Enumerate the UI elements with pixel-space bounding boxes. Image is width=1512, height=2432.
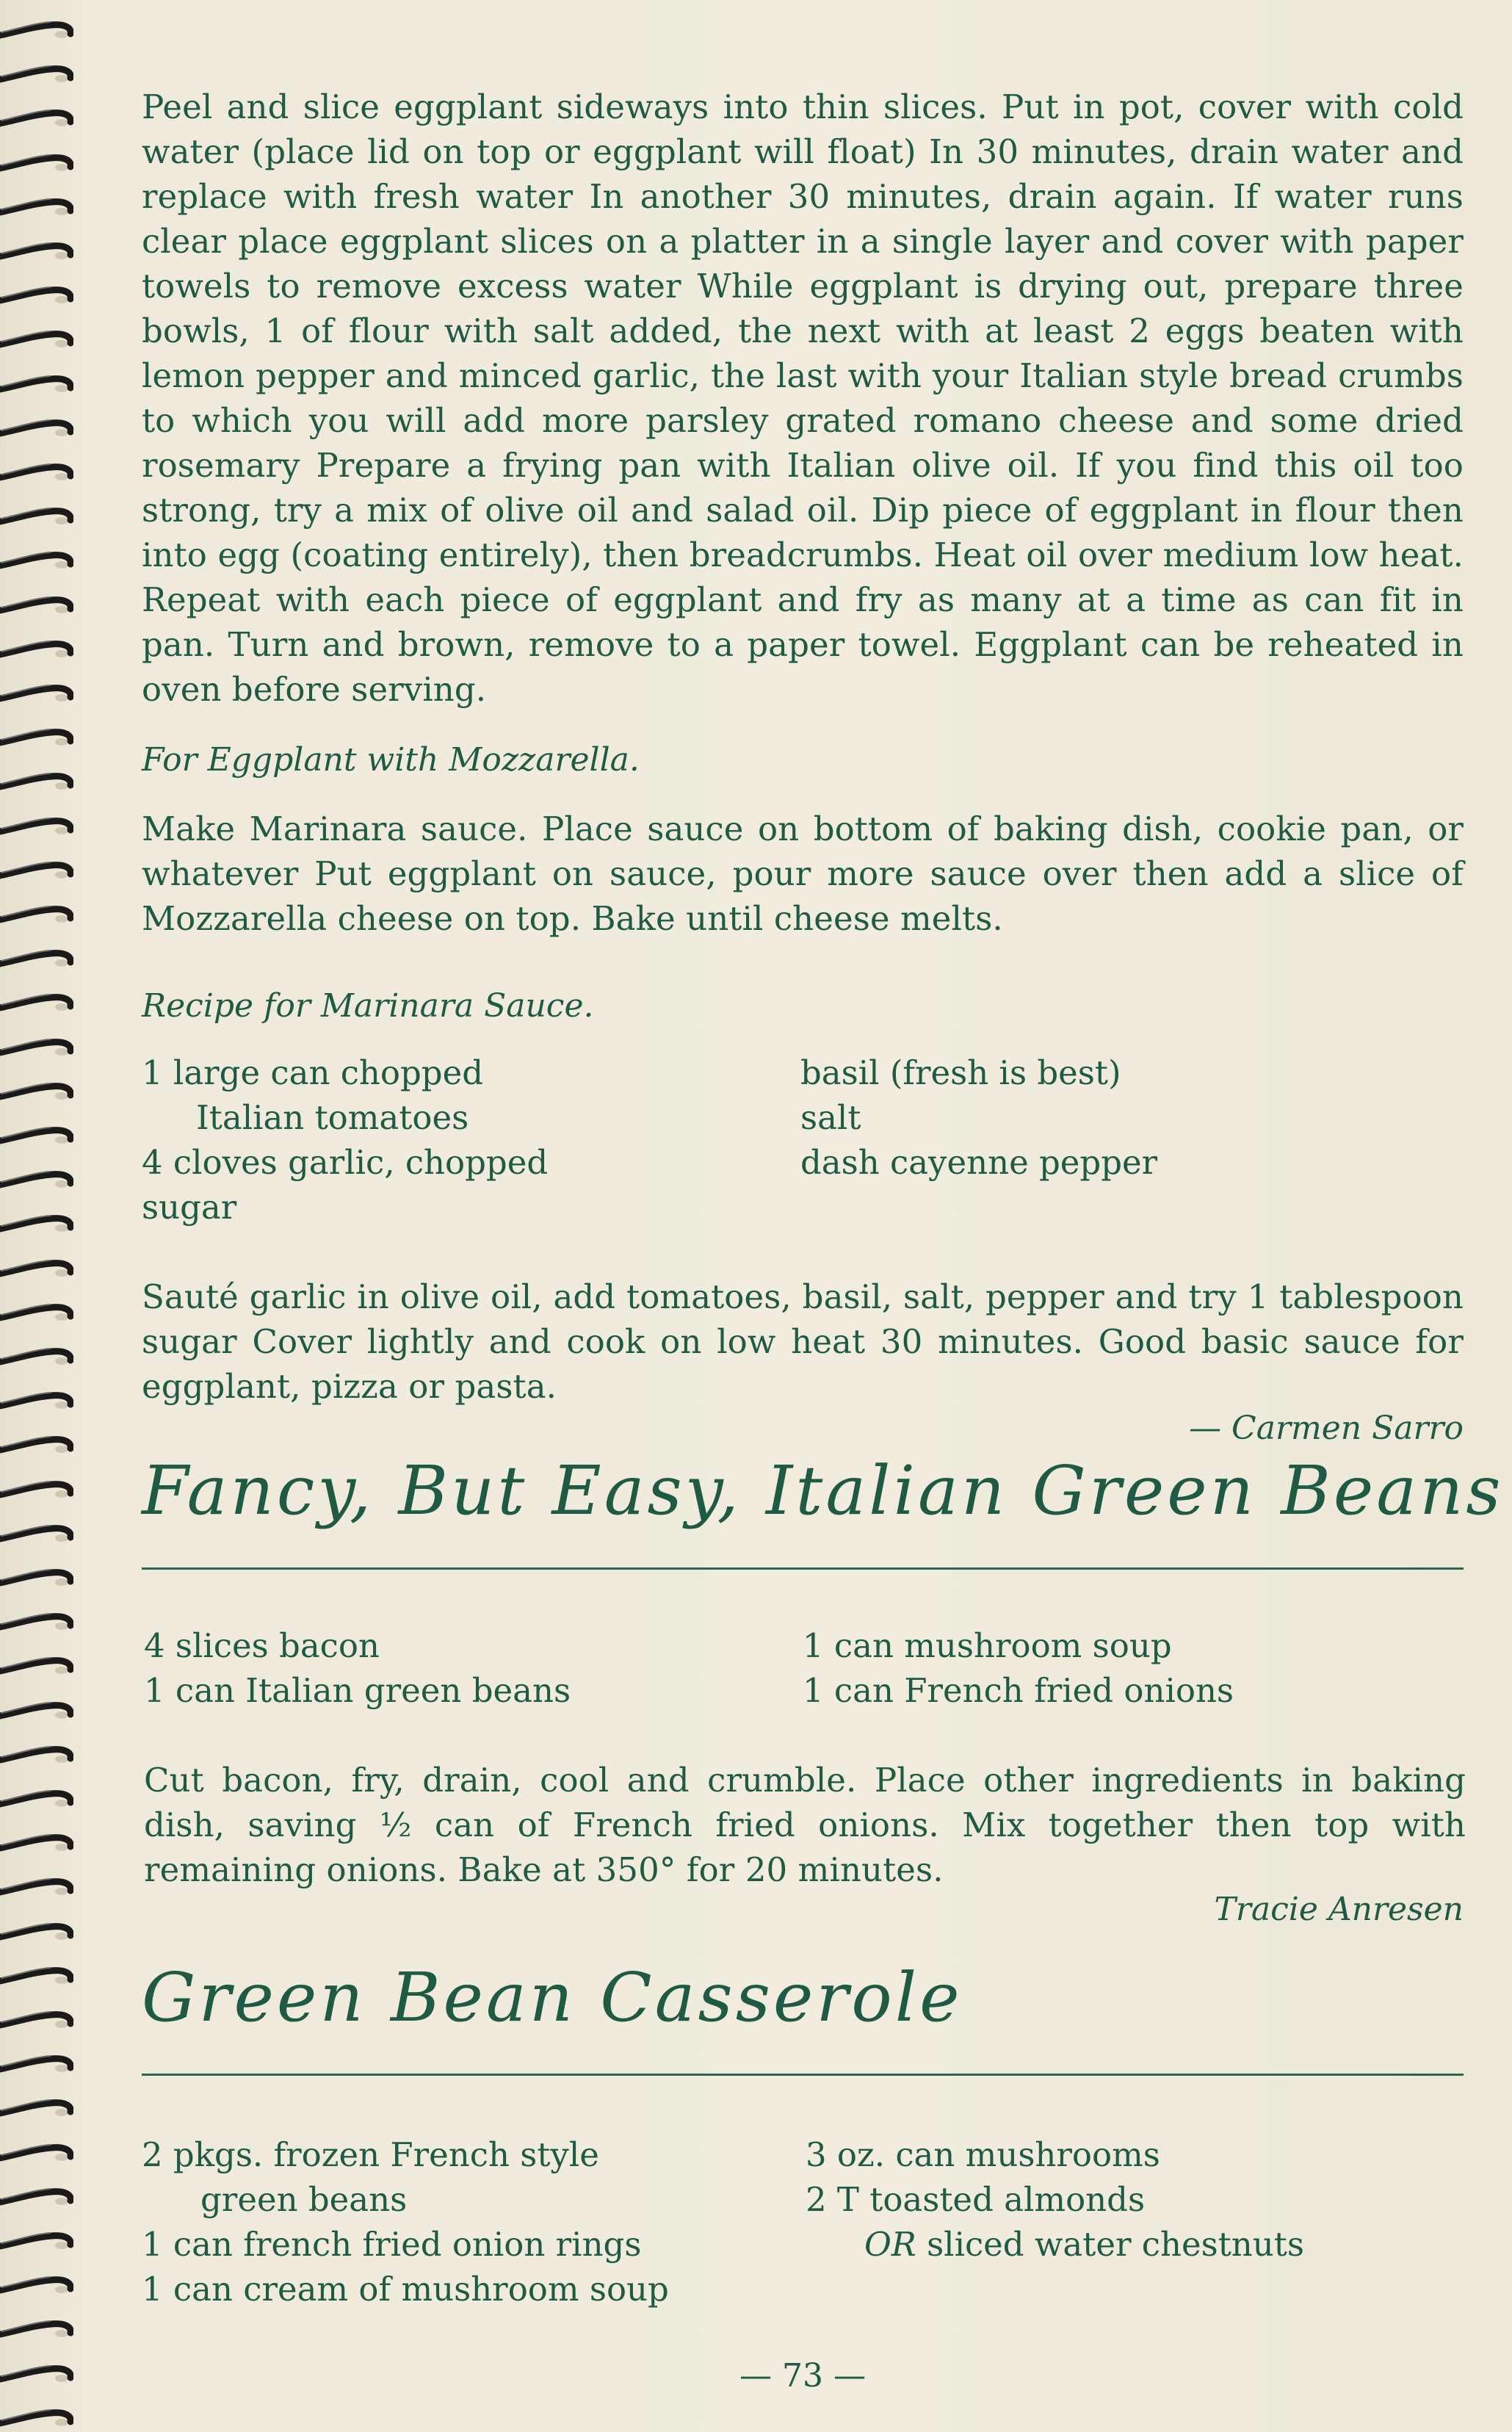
binding-coil bbox=[0, 1517, 73, 1546]
binding-coil bbox=[0, 1075, 73, 1104]
title-divider bbox=[142, 1567, 1464, 1570]
binding-coil bbox=[0, 1959, 73, 1988]
binding-coil bbox=[0, 1605, 73, 1634]
binding-coil bbox=[0, 455, 73, 485]
binding-coil bbox=[0, 1782, 73, 1811]
binding-coil bbox=[0, 1826, 73, 1855]
binding-coil bbox=[0, 2224, 73, 2254]
binding-coil bbox=[0, 190, 73, 220]
binding-coil bbox=[0, 942, 73, 971]
ingredient: 3 oz. can mushrooms bbox=[806, 2135, 1160, 2174]
binding-coil bbox=[0, 367, 73, 397]
marinara-ingredients-left bbox=[142, 1050, 548, 1230]
binding-coil bbox=[0, 588, 73, 618]
binding-coil bbox=[0, 632, 73, 662]
ingredient: 1 can french fried onion rings bbox=[142, 2225, 642, 2264]
binding-coil bbox=[0, 1119, 73, 1148]
ingredient: Italian tomatoes bbox=[196, 1098, 469, 1137]
eggplant-instructions: Peel and slice eggplant sideways into thin slices. Put in pot, cover with cold water (place lid on top or eggplant will float) In 30 minutes, drain water and replace with fresh water In another 30 minutes, drain again. If water runs clear place eggplant slices on a platter in a single layer and cover with paper towels to remove excess water While eggplant is drying out, prepare three bowls, 1 of flour with salt added, the next with at least 2 eggs beaten with lemon pepper and minced garlic, the last with your Italian style bread crumbs to which you will add more parsley grated romano cheese and some dried rosemary Prepare a frying pan with Italian olive oil. If you find this oil too strong, try a mix of olive oil and salad oil. Dip piece of eggplant in flour then into egg (coating entirely), then breadcrumbs. Heat oil over medium low heat. Repeat with each piece of eggplant and fry as many at a time as can fit in pan. Turn and brown, remove to a paper towel. Eggplant can be reheated in oven before serving. bbox=[142, 87, 1464, 709]
or-word: OR bbox=[864, 2225, 916, 2264]
binding-coil bbox=[0, 1207, 73, 1236]
binding-coil bbox=[0, 721, 73, 750]
recipe-title-green-bean-casserole: Green Bean Casserole bbox=[142, 1958, 963, 2037]
title-divider bbox=[142, 2074, 1464, 2076]
recipe-title-italian-green-beans: Fancy, But Easy, Italian Green Beans bbox=[142, 1451, 1504, 1530]
binding-coil bbox=[0, 2312, 73, 2342]
ingredient: dash cayenne pepper bbox=[800, 1143, 1158, 1182]
marinara-instructions: Sauté garlic in olive oil, add tomatoes, basil, salt, pepper and try 1 tablespoon sugar Cover lightly and cook on low heat 30 minutes. Good basic sauce for eggplant, pizza or pasta. bbox=[142, 1277, 1464, 1406]
mozzarella-instructions: Make Marinara sauce. Place sauce on bottom of baking dish, cookie pan, or whatever Put eggplant on sauce, pour more sauce over then add a slice of Mozzarella cheese on top. Bake until cheese melts. bbox=[142, 809, 1464, 938]
binding-coil bbox=[0, 809, 73, 839]
binding-coil bbox=[0, 101, 73, 131]
binding-coil bbox=[0, 1694, 73, 1723]
binding-coil bbox=[0, 986, 73, 1015]
binding-coil bbox=[0, 1163, 73, 1192]
binding-coil bbox=[0, 2180, 73, 2209]
binding-coil bbox=[0, 1031, 73, 1060]
ingredient: 1 can French fried onions bbox=[803, 1671, 1234, 1710]
binding-coil bbox=[0, 765, 73, 794]
binding-coil bbox=[0, 1428, 73, 1457]
binding-coil bbox=[0, 1915, 73, 1944]
green-beans-ingredients-right bbox=[803, 1623, 1234, 1713]
binding-coil bbox=[0, 1870, 73, 1899]
mozzarella-subhead: For Eggplant with Mozzarella. bbox=[142, 741, 640, 779]
marinara-ingredients-right bbox=[800, 1050, 1157, 1185]
binding-coil bbox=[0, 234, 73, 264]
ingredient: 4 cloves garlic, chopped bbox=[142, 1143, 549, 1182]
binding-coil bbox=[0, 1561, 73, 1590]
ingredient: 2 T toasted almonds bbox=[806, 2180, 1146, 2219]
binding-coil bbox=[0, 499, 73, 529]
binding-coil bbox=[0, 322, 73, 352]
binding-coil bbox=[0, 854, 73, 883]
ingredient: 1 can mushroom soup bbox=[803, 1626, 1172, 1665]
binding-coil bbox=[0, 1384, 73, 1413]
credit-carmen-sarro: — Carmen Sarro bbox=[1189, 1410, 1464, 1447]
ingredient: green beans bbox=[200, 2180, 408, 2219]
spiral-binding bbox=[0, 0, 81, 2432]
casserole-ingredients-left bbox=[142, 2132, 669, 2312]
ingredient bbox=[806, 2222, 1304, 2267]
green-beans-ingredients-left bbox=[144, 1623, 571, 1713]
green-beans-instructions: Cut bacon, fry, drain, cool and crumble. Place other ingredients in baking dish, saving ½ can of French fried onions. Mix together then top with remaining onions. Bake at 350° for 20 minutes. bbox=[144, 1761, 1466, 1889]
ingredient: sugar bbox=[142, 1188, 237, 1227]
binding-coil bbox=[0, 1296, 73, 1325]
binding-coil bbox=[0, 2047, 73, 2076]
binding-coil bbox=[0, 2091, 73, 2121]
credit-tracie-anresen: Tracie Anresen bbox=[1214, 1891, 1464, 1928]
binding-coil bbox=[0, 898, 73, 927]
ingredient: basil (fresh is best) bbox=[800, 1053, 1121, 1092]
binding-coil bbox=[0, 2136, 73, 2165]
ingredient: salt bbox=[800, 1098, 861, 1137]
binding-coil bbox=[0, 411, 73, 441]
binding-coil bbox=[0, 2003, 73, 2032]
binding-coil bbox=[0, 13, 73, 43]
binding-coil bbox=[0, 146, 73, 176]
binding-coil bbox=[0, 1340, 73, 1369]
casserole-ingredients-right bbox=[806, 2132, 1304, 2267]
ingredient: 1 can cream of mushroom soup bbox=[142, 2270, 669, 2309]
binding-coil bbox=[0, 2401, 73, 2431]
binding-coil bbox=[0, 1473, 73, 1502]
binding-coil bbox=[0, 676, 73, 706]
binding-coil bbox=[0, 2357, 73, 2386]
binding-coil bbox=[0, 57, 73, 87]
binding-coil bbox=[0, 1649, 73, 1678]
ingredient: 1 large can chopped bbox=[142, 1053, 484, 1092]
binding-coil bbox=[0, 1738, 73, 1767]
binding-coil bbox=[0, 2268, 73, 2298]
marinara-subhead: Recipe for Marinara Sauce. bbox=[142, 987, 594, 1025]
ingredient: 1 can Italian green beans bbox=[144, 1671, 571, 1710]
ingredient: 2 pkgs. frozen French style bbox=[142, 2135, 599, 2174]
binding-coil bbox=[0, 278, 73, 308]
page-number: — 73 — bbox=[739, 2357, 866, 2395]
binding-coil bbox=[0, 544, 73, 573]
ingredient: 4 slices bacon bbox=[144, 1626, 380, 1665]
ingredient-text: sliced water chestnuts bbox=[927, 2225, 1304, 2264]
binding-coil bbox=[0, 1252, 73, 1281]
